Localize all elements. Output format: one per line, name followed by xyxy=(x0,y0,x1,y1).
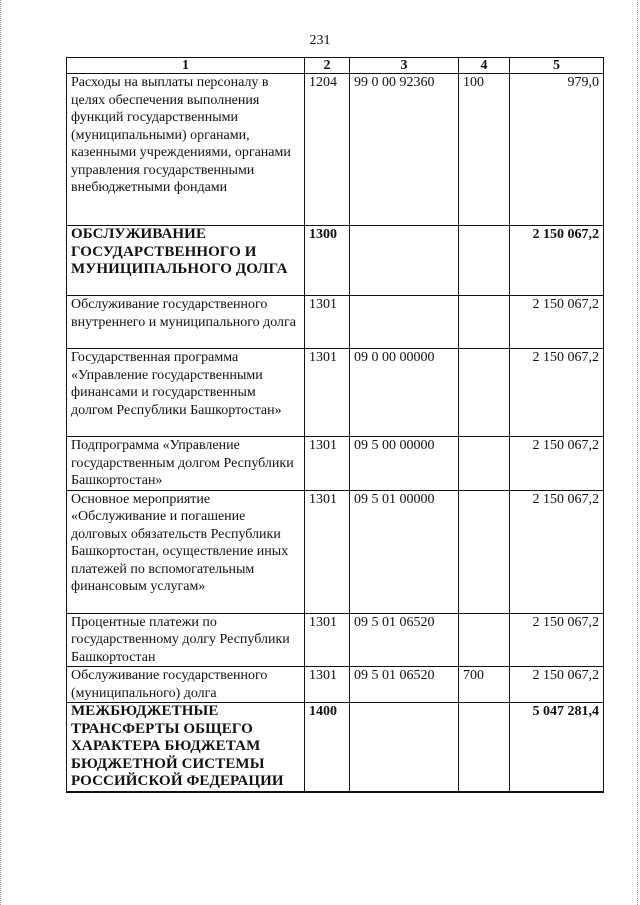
page-number: 231 xyxy=(309,33,331,48)
row-type xyxy=(459,613,510,667)
table-header-row xyxy=(67,58,604,74)
table-row xyxy=(67,703,604,792)
row-type xyxy=(459,296,510,349)
row-type xyxy=(459,490,510,613)
row-section: 1301 xyxy=(305,490,350,613)
row-name: МЕЖБЮДЖЕТНЫЕ ТРАНСФЕРТЫ ОБЩЕГО ХАРАКТЕРА БЮДЖЕТАМ БЮДЖЕТНОЙ СИСТЕМЫ РОССИЙСКОЙ ФЕДЕРАЦИИ xyxy=(67,703,305,792)
row-name: Подпрограмма «Управление государственным долгом Республики Башкортостан» xyxy=(67,437,305,491)
row-section: 1301 xyxy=(305,349,350,437)
scan-edge-right xyxy=(635,0,638,905)
row-name: Расходы на выплаты персоналу в целях обеспечения выполнения функций государственными (муниципальными) органами, казенными учреждениями, органами управления государственными внебюджетными фондами xyxy=(67,74,305,226)
column-header: 1 xyxy=(67,58,305,74)
row-target: 09 5 01 06520 xyxy=(350,667,459,703)
row-type xyxy=(459,226,510,296)
table-row xyxy=(67,437,604,491)
row-target: 09 5 01 00000 xyxy=(350,490,459,613)
row-target: 09 0 00 00000 xyxy=(350,349,459,437)
row-target: 09 5 00 00000 xyxy=(350,437,459,491)
row-name: ОБСЛУЖИВАНИЕ ГОСУДАРСТВЕННОГО И МУНИЦИПАЛЬНОГО ДОЛГА xyxy=(67,226,305,296)
row-type xyxy=(459,437,510,491)
row-section: 1301 xyxy=(305,667,350,703)
column-header: 4 xyxy=(459,58,510,74)
row-amount: 2 150 067,2 xyxy=(510,613,604,667)
column-header: 3 xyxy=(350,58,459,74)
row-type: 700 xyxy=(459,667,510,703)
row-amount: 2 150 067,2 xyxy=(510,226,604,296)
row-name: Обслуживание государственного внутреннего и муниципального долга xyxy=(67,296,305,349)
table-row xyxy=(67,613,604,667)
row-amount: 2 150 067,2 xyxy=(510,349,604,437)
row-amount: 979,0 xyxy=(510,74,604,226)
row-section: 1301 xyxy=(305,437,350,491)
row-amount: 5 047 281,4 xyxy=(510,703,604,792)
row-target: 09 5 01 06520 xyxy=(350,613,459,667)
row-type xyxy=(459,703,510,792)
row-amount: 2 150 067,2 xyxy=(510,296,604,349)
row-section: 1301 xyxy=(305,296,350,349)
table-row xyxy=(67,226,604,296)
row-target: 99 0 00 92360 xyxy=(350,74,459,226)
row-section: 1400 xyxy=(305,703,350,792)
row-section: 1204 xyxy=(305,74,350,226)
row-name: Обслуживание государственного (муниципального) долга xyxy=(67,667,305,703)
column-header: 2 xyxy=(305,58,350,74)
row-name: Процентные платежи по государственному долгу Республики Башкортостан xyxy=(67,613,305,667)
table-row xyxy=(67,667,604,703)
row-type xyxy=(459,349,510,437)
row-target xyxy=(350,226,459,296)
table-row xyxy=(67,349,604,437)
row-type: 100 xyxy=(459,74,510,226)
row-name: Государственная программа «Управление государственными финансами и государственным долгом Республики Башкортостан» xyxy=(67,349,305,437)
row-amount: 2 150 067,2 xyxy=(510,667,604,703)
row-name: Основное мероприятие «Обслуживание и погашение долговых обязательств Республики Башкортостан, осуществление иных платежей по вспомогательным финансовым услугам» xyxy=(67,490,305,613)
row-amount: 2 150 067,2 xyxy=(510,437,604,491)
table-row xyxy=(67,490,604,613)
row-section: 1300 xyxy=(305,226,350,296)
scan-edge-left xyxy=(0,0,3,905)
column-header: 5 xyxy=(510,58,604,74)
table-row xyxy=(67,296,604,349)
budget-table xyxy=(66,57,604,793)
row-amount: 2 150 067,2 xyxy=(510,490,604,613)
row-target xyxy=(350,703,459,792)
table-row xyxy=(67,74,604,226)
row-target xyxy=(350,296,459,349)
row-section: 1301 xyxy=(305,613,350,667)
